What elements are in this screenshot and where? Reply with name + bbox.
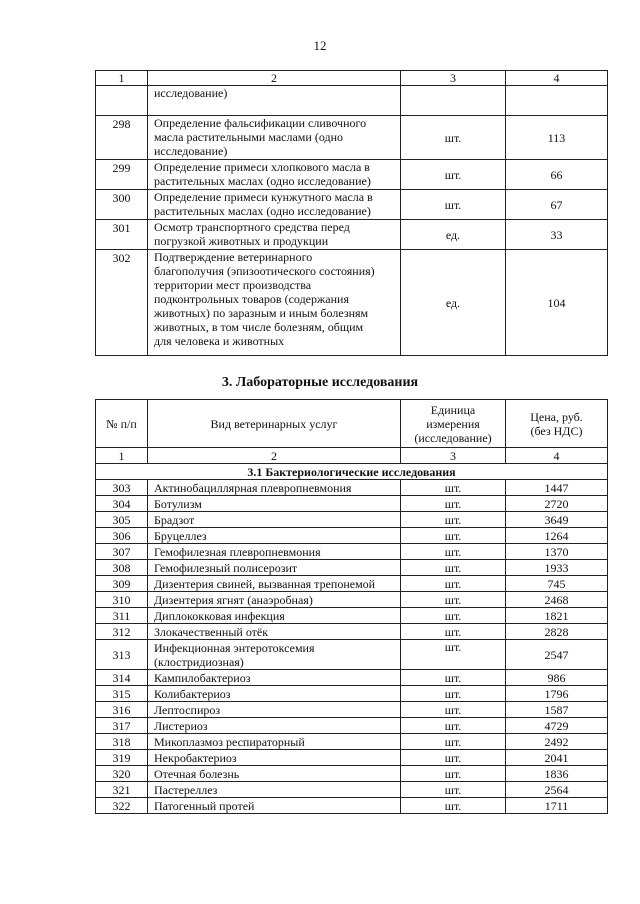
index-cell: 1 [96, 448, 148, 464]
table-row [96, 480, 608, 496]
service-name-line: Гемофилезный полисерозит [154, 560, 298, 575]
row-unit: шт. [401, 718, 506, 734]
row-number: 317 [96, 718, 148, 734]
row-unit: шт. [401, 544, 506, 560]
table-row [96, 86, 608, 116]
row-number: 315 [96, 686, 148, 702]
description-line: территории мест производства [154, 278, 312, 292]
table-row [96, 220, 608, 250]
row-number: 303 [96, 480, 148, 496]
header-unit-line: Единица [430, 402, 476, 417]
service-name [148, 750, 401, 766]
section-title: 3. Лабораторные исследования [221, 375, 419, 390]
description-line: животных, в том числе болезням, общим [154, 320, 364, 334]
description-line: Определение примеси хлопкового масла в [154, 160, 370, 174]
row-price: 2564 [506, 782, 608, 798]
row-description [148, 220, 401, 250]
description-line: исследование) [154, 144, 228, 158]
row-unit: шт. [401, 734, 506, 750]
description-line: погрузкой животных и продукции [154, 234, 329, 248]
description-line: исследование) [154, 86, 228, 100]
service-name-line: Брадзот [154, 512, 195, 527]
description-line: для человека и животных [154, 334, 285, 348]
service-name-line: Отечная болезнь [154, 766, 240, 781]
row-unit: шт. [401, 640, 506, 670]
service-name-line: Листериоз [154, 718, 208, 733]
row-number [96, 86, 148, 116]
service-name [148, 782, 401, 798]
row-price [506, 86, 608, 116]
index-cell: 3 [401, 71, 506, 86]
row-unit [401, 86, 506, 116]
description-line: Осмотр транспортного средства перед [154, 220, 350, 234]
table-row [96, 528, 608, 544]
row-unit: шт. [401, 686, 506, 702]
page-number: 12 [313, 38, 327, 53]
row-unit: шт. [401, 608, 506, 624]
row-description [148, 116, 401, 160]
index-cell: 1 [96, 71, 148, 86]
service-name [148, 670, 401, 686]
table-row [96, 592, 608, 608]
row-number: 304 [96, 496, 148, 512]
header-price [506, 400, 608, 448]
service-name-line: Лептоспироз [154, 702, 221, 717]
laboratory-price-table [95, 399, 608, 814]
row-price: 1370 [506, 544, 608, 560]
service-name [148, 496, 401, 512]
table-row [96, 798, 608, 814]
index-row [96, 71, 608, 86]
row-unit: шт. [401, 592, 506, 608]
row-price: 104 [506, 250, 608, 356]
header-unit [401, 400, 506, 448]
table-row [96, 190, 608, 220]
description-line: растительных маслах (одно исследование) [154, 204, 371, 218]
row-number: 308 [96, 560, 148, 576]
service-name-line: Колибактериоз [154, 686, 231, 701]
service-name-line: Бруцеллез [154, 528, 207, 543]
row-price: 113 [506, 116, 608, 160]
description-line: подконтрольных товаров (содержания [154, 292, 349, 306]
table-row [96, 160, 608, 190]
service-name-line: Актинобациллярная плевропневмония [154, 480, 352, 495]
row-unit: шт. [401, 480, 506, 496]
index-cell: 4 [506, 448, 608, 464]
index-cell: 4 [506, 71, 608, 86]
row-unit: шт. [401, 576, 506, 592]
row-price: 1933 [506, 560, 608, 576]
row-price: 2041 [506, 750, 608, 766]
table-row [96, 250, 608, 356]
service-name [148, 640, 401, 670]
header-service: Вид ветеринарных услуг [148, 400, 401, 448]
row-price: 3649 [506, 512, 608, 528]
row-number: 307 [96, 544, 148, 560]
row-number: 314 [96, 670, 148, 686]
header-price-line: (без НДС) [530, 423, 583, 438]
table-row [96, 718, 608, 734]
header-price-line: Цена, руб. [530, 409, 583, 424]
row-price: 2547 [506, 640, 608, 670]
table-row [96, 116, 608, 160]
header-num: № п/п [96, 400, 148, 448]
service-name-line: Кампилобактериоз [154, 670, 251, 685]
row-price: 1447 [506, 480, 608, 496]
row-unit: шт. [401, 798, 506, 814]
service-name-line: Инфекционная энтеротоксемия [154, 640, 315, 655]
row-unit: ед. [401, 250, 506, 356]
row-price: 2720 [506, 496, 608, 512]
row-description [148, 250, 401, 356]
table-row [96, 576, 608, 592]
service-name-line: Гемофилезная плевропневмония [154, 544, 321, 559]
header-unit-line: измерения [426, 416, 480, 431]
index-cell: 2 [148, 71, 401, 86]
row-unit: шт. [401, 496, 506, 512]
row-number: 322 [96, 798, 148, 814]
service-name-line: Злокачественный отёк [154, 624, 269, 639]
row-price: 66 [506, 160, 608, 190]
row-unit: шт. [401, 528, 506, 544]
service-name [148, 734, 401, 750]
table-row [96, 608, 608, 624]
description-line: Подтверждение ветеринарного [154, 250, 313, 264]
table-row [96, 670, 608, 686]
service-name-line: Дизентерия свиней, вызванная трепонемой [154, 576, 376, 591]
service-name [148, 624, 401, 640]
table-row [96, 766, 608, 782]
row-description [148, 86, 401, 116]
index-cell: 2 [148, 448, 401, 464]
row-price: 67 [506, 190, 608, 220]
row-price: 1587 [506, 702, 608, 718]
row-unit: ед. [401, 220, 506, 250]
table-row [96, 686, 608, 702]
price-table-continued [95, 70, 608, 356]
service-name [148, 560, 401, 576]
service-name [148, 512, 401, 528]
row-number: 299 [96, 160, 148, 190]
row-price: 986 [506, 670, 608, 686]
row-unit: шт. [401, 512, 506, 528]
row-price: 745 [506, 576, 608, 592]
table-row [96, 734, 608, 750]
service-name [148, 686, 401, 702]
service-name-line: Дизентерия ягнят (анаэробная) [154, 592, 313, 607]
table-row [96, 496, 608, 512]
service-name-line: Микоплазмоз респираторный [154, 734, 305, 749]
row-price: 4729 [506, 718, 608, 734]
index-cell: 3 [401, 448, 506, 464]
row-price: 1711 [506, 798, 608, 814]
row-number: 311 [96, 608, 148, 624]
description-line: Определение примеси кунжутного масла в [154, 190, 373, 204]
row-unit: шт. [401, 782, 506, 798]
service-name [148, 528, 401, 544]
row-number: 319 [96, 750, 148, 766]
table-row [96, 702, 608, 718]
row-number: 300 [96, 190, 148, 220]
row-unit: шт. [401, 624, 506, 640]
service-name-line: Патогенный протей [154, 798, 255, 813]
service-name [148, 798, 401, 814]
row-price: 33 [506, 220, 608, 250]
table-row [96, 512, 608, 528]
service-name [148, 718, 401, 734]
service-name [148, 480, 401, 496]
service-name-line: Некробактериоз [154, 750, 237, 765]
table-row [96, 560, 608, 576]
description-line: масла растительными маслами (одно [154, 130, 343, 144]
service-name [148, 544, 401, 560]
row-number: 318 [96, 734, 148, 750]
row-number: 305 [96, 512, 148, 528]
row-price: 2492 [506, 734, 608, 750]
service-name [148, 592, 401, 608]
service-name-line: Диплококковая инфекция [154, 608, 285, 623]
row-description [148, 190, 401, 220]
table-row [96, 624, 608, 640]
subsection-row [96, 464, 608, 480]
row-price: 1264 [506, 528, 608, 544]
table-row [96, 750, 608, 766]
table-header-row [96, 400, 608, 448]
service-name [148, 766, 401, 782]
row-number: 301 [96, 220, 148, 250]
row-price: 1836 [506, 766, 608, 782]
service-name [148, 576, 401, 592]
row-unit: шт. [401, 116, 506, 160]
row-unit: шт. [401, 560, 506, 576]
row-unit: шт. [401, 190, 506, 220]
row-unit: шт. [401, 702, 506, 718]
row-price: 2468 [506, 592, 608, 608]
service-name-line: Ботулизм [154, 496, 202, 511]
row-unit: шт. [401, 750, 506, 766]
row-number: 309 [96, 576, 148, 592]
row-number: 302 [96, 250, 148, 356]
service-name-line: (клостридиозная) [154, 654, 244, 669]
row-number: 316 [96, 702, 148, 718]
table-row [96, 544, 608, 560]
row-price: 1821 [506, 608, 608, 624]
row-price: 2828 [506, 624, 608, 640]
row-price: 1796 [506, 686, 608, 702]
row-unit: шт. [401, 160, 506, 190]
row-number: 320 [96, 766, 148, 782]
table-row [96, 640, 608, 670]
row-unit: шт. [401, 766, 506, 782]
row-number: 313 [96, 640, 148, 670]
index-row [96, 448, 608, 464]
service-name [148, 608, 401, 624]
header-unit-line: (исследование) [414, 430, 492, 445]
row-description [148, 160, 401, 190]
row-number: 306 [96, 528, 148, 544]
row-number: 312 [96, 624, 148, 640]
description-line: Определение фальсификации сливочного [154, 116, 367, 130]
description-line: животных) по заразным и иным болезням [154, 306, 369, 320]
row-number: 310 [96, 592, 148, 608]
row-unit: шт. [401, 670, 506, 686]
row-number: 298 [96, 116, 148, 160]
table-row [96, 782, 608, 798]
service-name [148, 702, 401, 718]
description-line: растительных маслах (одно исследование) [154, 174, 371, 188]
service-name-line: Пастереллез [154, 782, 218, 797]
description-line: благополучия (эпизоотического состояния) [154, 264, 375, 278]
subsection-title: 3.1 Бактериологические исследования [96, 464, 608, 480]
row-number: 321 [96, 782, 148, 798]
